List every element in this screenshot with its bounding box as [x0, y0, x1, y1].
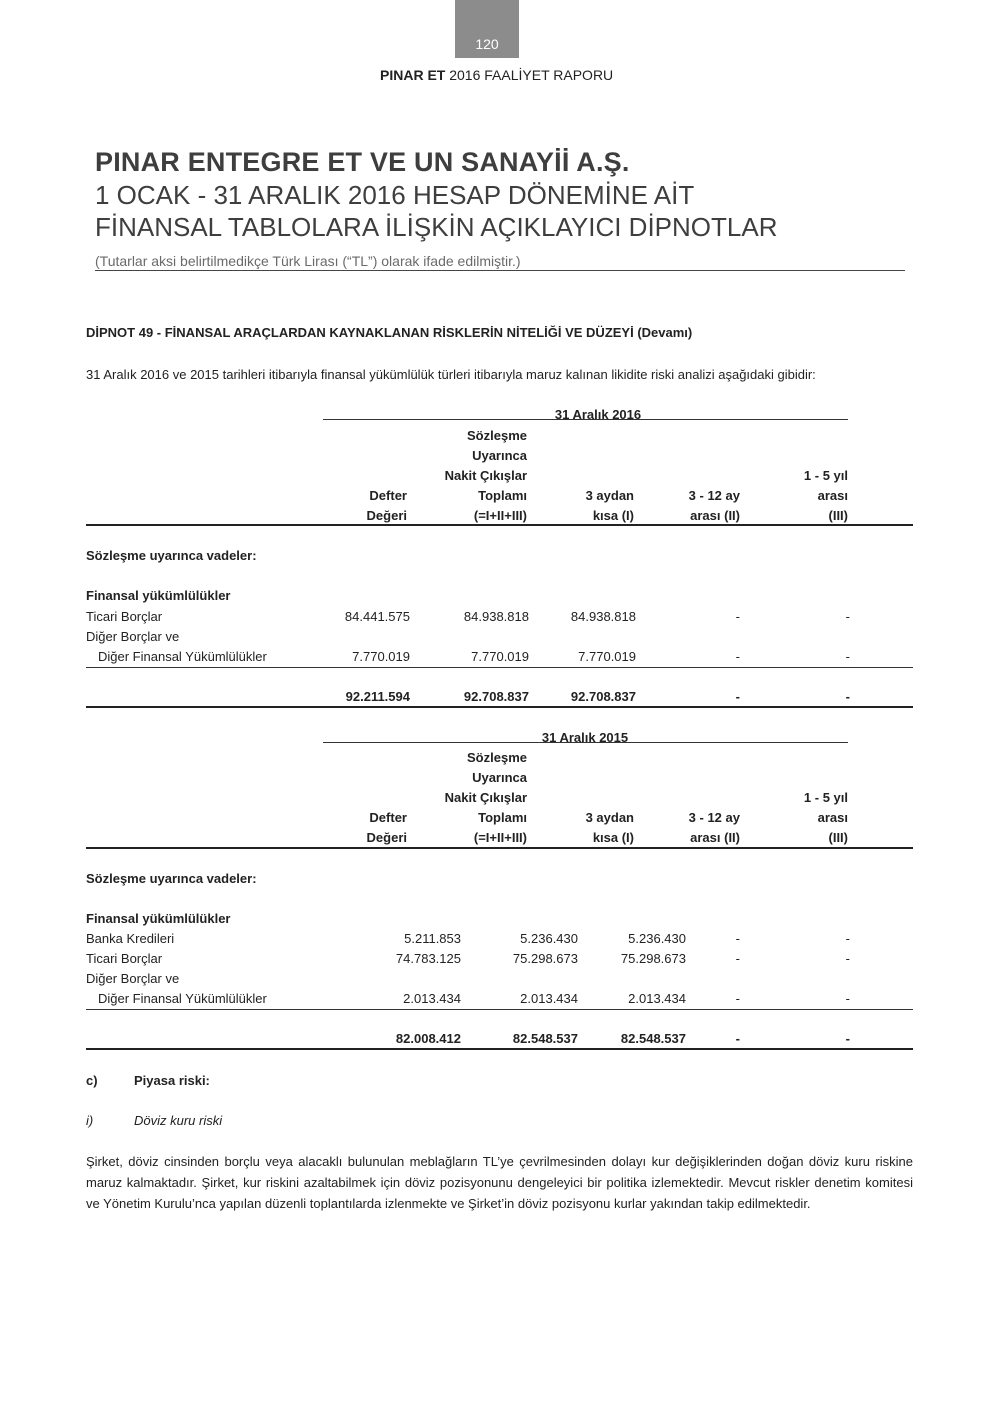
col-header: (=I+II+III): [473, 508, 527, 523]
group-label: Finansal yükümlülükler: [86, 911, 231, 926]
total-value: 92.211.594: [345, 689, 410, 704]
cell-value: -: [845, 951, 850, 966]
row-label: Ticari Borçlar: [86, 609, 163, 624]
header-rule: [86, 847, 913, 849]
cell-value: 75.298.673: [512, 951, 578, 966]
col-header: 1 - 5 yıl: [803, 790, 848, 805]
col-header: 1 - 5 yıl: [803, 468, 848, 483]
col-header: 3 - 12 ay: [688, 810, 740, 825]
col-header: arası (II): [690, 508, 740, 523]
col-header: Defter: [369, 488, 407, 503]
total-value: -: [735, 1031, 740, 1046]
total-value: -: [845, 689, 850, 704]
title-divider: [95, 270, 905, 271]
col-header: (III): [828, 508, 848, 523]
cell-value: -: [845, 649, 850, 664]
cell-value: -: [845, 609, 850, 624]
cell-value: 84.938.818: [570, 609, 636, 624]
col-header: 3 aydan: [585, 488, 634, 503]
col-header: kısa (I): [592, 830, 634, 845]
subsubsection-title: Döviz kuru riski: [134, 1113, 223, 1128]
total-value: -: [735, 689, 740, 704]
total-value: 92.708.837: [570, 689, 636, 704]
cell-value: 7.770.019: [471, 649, 529, 664]
row-label: Diğer Finansal Yükümlülükler: [98, 991, 267, 1006]
cell-value: 74.783.125: [395, 951, 461, 966]
group-label: Finansal yükümlülükler: [86, 588, 231, 603]
cell-value: -: [845, 931, 850, 946]
total-value: 82.548.537: [512, 1031, 578, 1046]
cell-value: 2.013.434: [520, 991, 578, 1006]
col-header: arası: [817, 810, 848, 825]
period-title: 1 OCAK - 31 ARALIK 2016 HESAP DÖNEMİNE AİT: [95, 180, 695, 210]
col-header: Toplamı: [478, 488, 527, 503]
maturity-label: Sözleşme uyarınca vadeler:: [86, 871, 257, 886]
row-label: Diğer Borçlar ve: [86, 971, 180, 986]
col-header: Nakit Çıkışlar: [444, 468, 527, 483]
total-rule: [86, 706, 913, 708]
cell-value: 2.013.434: [403, 991, 461, 1006]
row-label: Ticari Borçlar: [86, 951, 163, 966]
running-header: [380, 67, 613, 83]
col-header: Uyarınca: [472, 770, 527, 785]
cell-value: 84.938.818: [463, 609, 529, 624]
row-label: Diğer Finansal Yükümlülükler: [98, 649, 267, 664]
cell-value: -: [845, 991, 850, 1006]
cell-value: 5.211.853: [404, 931, 461, 946]
col-header: Değeri: [366, 508, 407, 523]
col-header: Sözleşme: [467, 750, 527, 765]
col-header: Toplamı: [478, 810, 527, 825]
header-rule: [86, 524, 913, 526]
row-label: Banka Kredileri: [86, 931, 175, 946]
subtotal-rule: [86, 1009, 913, 1010]
section-title: DİPNOT 49 - FİNANSAL ARAÇLARDAN KAYNAKLANAN RİSKLERİN NİTELİĞİ VE DÜZEYİ (Devamı): [86, 325, 693, 340]
report-name: PINAR ET: [380, 67, 446, 83]
col-header: Sözleşme: [467, 428, 527, 443]
col-header: (=I+II+III): [473, 830, 527, 845]
period-header: 31 Aralık 2016: [554, 407, 642, 422]
subtotal-rule: [86, 667, 913, 668]
col-header: (III): [828, 830, 848, 845]
total-value: 82.008.412: [395, 1031, 461, 1046]
intro-text: 31 Aralık 2016 ve 2015 tarihleri itibarıyla finansal yükümlülük türleri itibarıyla maruz kalınan likidite riski analizi aşağıdaki gibidir:: [86, 367, 816, 382]
col-header: 3 aydan: [585, 810, 634, 825]
company-title: PINAR ENTEGRE ET VE UN SANAYİİ A.Ş.: [95, 147, 630, 177]
cell-value: -: [735, 951, 740, 966]
period-header: 31 Aralık 2015: [541, 730, 629, 745]
subsection-letter: c): [86, 1073, 98, 1088]
subsubsection-number: i): [86, 1113, 94, 1128]
col-header: Uyarınca: [472, 448, 527, 463]
cell-value: -: [735, 991, 740, 1006]
fx-risk-paragraph: Şirket, döviz cinsinden borçlu veya alacaklı bulunulan meblağların TL’ye çevrilmesinden dolayı kur değişiklerinden doğan döviz kuru riskine maruz kalmaktadır. Şirket, kur riskini azaltabilmek için döviz pozisyonunu dengeleyici bir politika izlemektedir. Mevcut riskler denetim komitesi ve Yönetim Kurulu’nca yapılan düzenli toplantılarda izlenmekte ve Şirket’in döviz pozisyonu kurlar yakından takip edilmektedir.: [86, 1154, 913, 1211]
col-header: kısa (I): [592, 508, 634, 523]
col-header: 3 - 12 ay: [688, 488, 740, 503]
page-number: 120: [475, 36, 499, 52]
statements-title: FİNANSAL TABLOLARA İLİŞKİN AÇIKLAYICI DİPNOTLAR: [95, 212, 778, 242]
cell-value: 84.441.575: [344, 609, 410, 624]
col-header: arası: [817, 488, 848, 503]
col-header: Defter: [369, 810, 407, 825]
row-label: Diğer Borçlar ve: [86, 629, 180, 644]
cell-value: 5.236.430: [520, 931, 578, 946]
cell-value: 75.298.673: [620, 951, 686, 966]
cell-value: 2.013.434: [628, 991, 686, 1006]
subsection-title: Piyasa riski:: [134, 1073, 210, 1088]
total-value: 82.548.537: [620, 1031, 686, 1046]
total-rule: [86, 1048, 913, 1050]
total-value: 92.708.837: [463, 689, 529, 704]
currency-note: (Tutarlar aksi belirtilmedikçe Türk Lirası (“TL”) olarak ifade edilmiştir.): [95, 253, 521, 269]
col-header: Nakit Çıkışlar: [444, 790, 527, 805]
cell-value: -: [735, 931, 740, 946]
cell-value: 7.770.019: [578, 649, 636, 664]
col-header: arası (II): [690, 830, 740, 845]
cell-value: 7.770.019: [352, 649, 410, 664]
cell-value: -: [735, 609, 740, 624]
cell-value: 5.236.430: [628, 931, 686, 946]
cell-value: -: [735, 649, 740, 664]
report-title: 2016 FAALİYET RAPORU: [449, 67, 614, 83]
maturity-label: Sözleşme uyarınca vadeler:: [86, 548, 257, 563]
col-header: Değeri: [366, 830, 407, 845]
total-value: -: [845, 1031, 850, 1046]
